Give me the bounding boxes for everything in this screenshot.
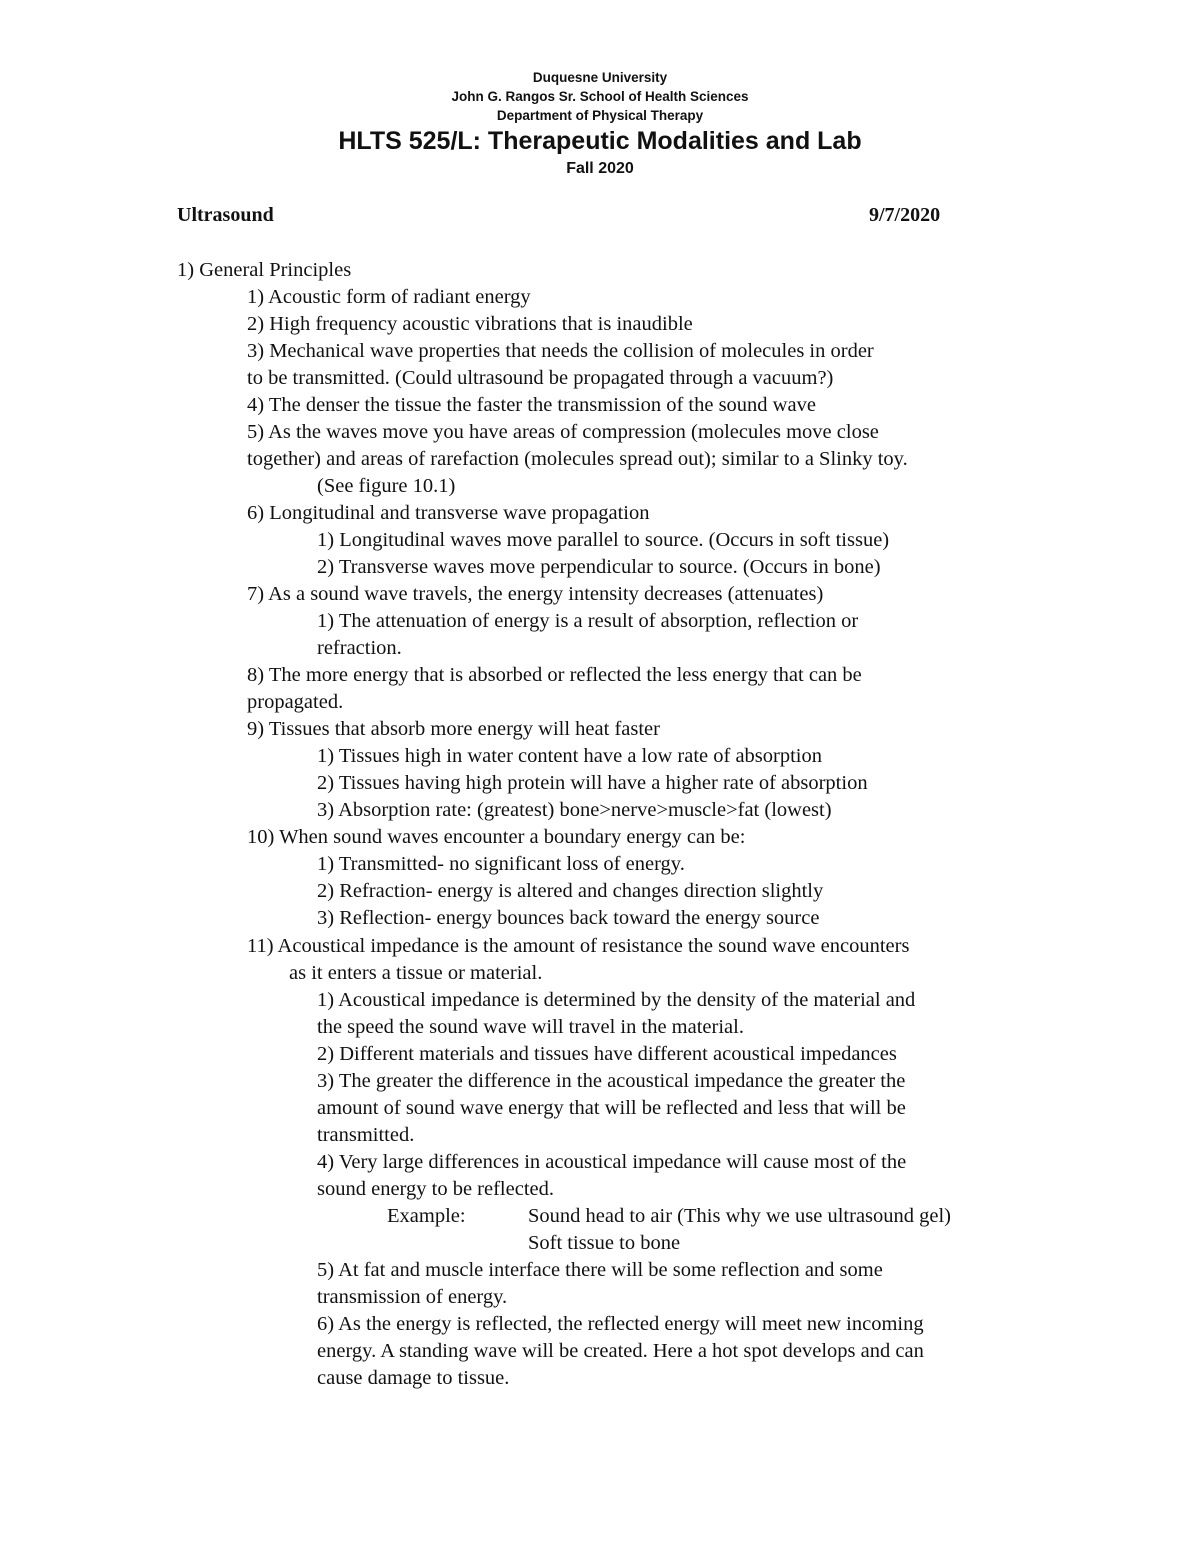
- outline-line: 7) As a sound wave travels, the energy intensity decreases (attenuates): [247, 583, 824, 605]
- outline-line: 2) Different materials and tissues have different acoustical impedances: [317, 1043, 897, 1065]
- department-name: Department of Physical Therapy: [496, 108, 704, 123]
- outline-line: 1) General Principles: [177, 259, 352, 281]
- outline-line: 3) Reflection- energy bounces back toward the energy source: [317, 907, 820, 929]
- outline-line: 5) At fat and muscle interface there will be some reflection and some: [317, 1259, 883, 1281]
- outline-line: (See figure 10.1): [317, 475, 456, 497]
- outline-line: 1) Longitudinal waves move parallel to source. (Occurs in soft tissue): [317, 529, 890, 551]
- topic-title: Ultrasound: [177, 204, 274, 226]
- outline-line: 8) The more energy that is absorbed or reflected the less energy that can be: [247, 664, 862, 686]
- outline-line: 1) Transmitted- no significant loss of energy.: [317, 853, 685, 875]
- outline-line: Sound head to air (This why we use ultrasound gel): [528, 1205, 952, 1227]
- outline-line: 2) Tissues having high protein will have a higher rate of absorption: [317, 772, 868, 794]
- outline-line: together) and areas of rarefaction (molecules spread out); similar to a Slinky toy.: [247, 448, 908, 470]
- outline-line: 3) The greater the difference in the acoustical impedance the greater the: [317, 1070, 906, 1092]
- outline-line: Soft tissue to bone: [528, 1232, 681, 1254]
- outline-line: 1) The attenuation of energy is a result of absorption, reflection or: [317, 610, 859, 632]
- outline-line: 4) Very large differences in acoustical impedance will cause most of the: [317, 1151, 907, 1173]
- outline-line: refraction.: [317, 637, 402, 659]
- outline-line: transmitted.: [317, 1124, 415, 1146]
- example-label: Example:: [387, 1205, 466, 1227]
- outline-line: sound energy to be reflected.: [317, 1178, 554, 1200]
- outline-line: as it enters a tissue or material.: [289, 962, 543, 984]
- university-name: Duquesne University: [532, 70, 668, 85]
- outline-line: cause damage to tissue.: [317, 1367, 510, 1389]
- outline-line: propagated.: [247, 691, 344, 713]
- course-title: HLTS 525/L: Therapeutic Modalities and Lab: [338, 127, 862, 155]
- outline-line: energy. A standing wave will be created. Here a hot spot develops and can: [317, 1340, 924, 1362]
- outline-line: 4) The denser the tissue the faster the transmission of the sound wave: [247, 394, 816, 416]
- outline-line: 3) Absorption rate: (greatest) bone>nerve>muscle>fat (lowest): [317, 799, 832, 821]
- outline-line: 2) Transverse waves move perpendicular to source. (Occurs in bone): [317, 556, 881, 578]
- outline-line: 3) Mechanical wave properties that needs the collision of molecules in order: [247, 340, 874, 362]
- outline-line: 11) Acoustical impedance is the amount of resistance the sound wave encounters: [247, 935, 910, 957]
- outline-line: 9) Tissues that absorb more energy will heat faster: [247, 718, 660, 740]
- outline-line: 2) Refraction- energy is altered and changes direction slightly: [317, 880, 824, 902]
- outline-line: amount of sound wave energy that will be reflected and less that will be: [317, 1097, 906, 1119]
- topic-date: 9/7/2020: [869, 204, 941, 226]
- outline-line: 2) High frequency acoustic vibrations that is inaudible: [247, 313, 693, 335]
- outline-line: 10) When sound waves encounter a boundary energy can be:: [247, 826, 746, 848]
- outline-line: 5) As the waves move you have areas of compression (molecules move close: [247, 421, 879, 443]
- school-name: John G. Rangos Sr. School of Health Sciences: [451, 89, 749, 104]
- term: Fall 2020: [566, 160, 634, 177]
- outline-line: 1) Acoustic form of radiant energy: [247, 286, 531, 308]
- outline-line: the speed the sound wave will travel in the material.: [317, 1016, 744, 1038]
- outline-line: 6) Longitudinal and transverse wave propagation: [247, 502, 650, 524]
- outline-line: 1) Acoustical impedance is determined by the density of the material and: [317, 989, 916, 1011]
- outline-line: 1) Tissues high in water content have a low rate of absorption: [317, 745, 823, 767]
- outline-line: 6) As the energy is reflected, the reflected energy will meet new incoming: [317, 1313, 924, 1335]
- outline-line: to be transmitted. (Could ultrasound be propagated through a vacuum?): [247, 367, 834, 389]
- outline-line: transmission of energy.: [317, 1286, 508, 1308]
